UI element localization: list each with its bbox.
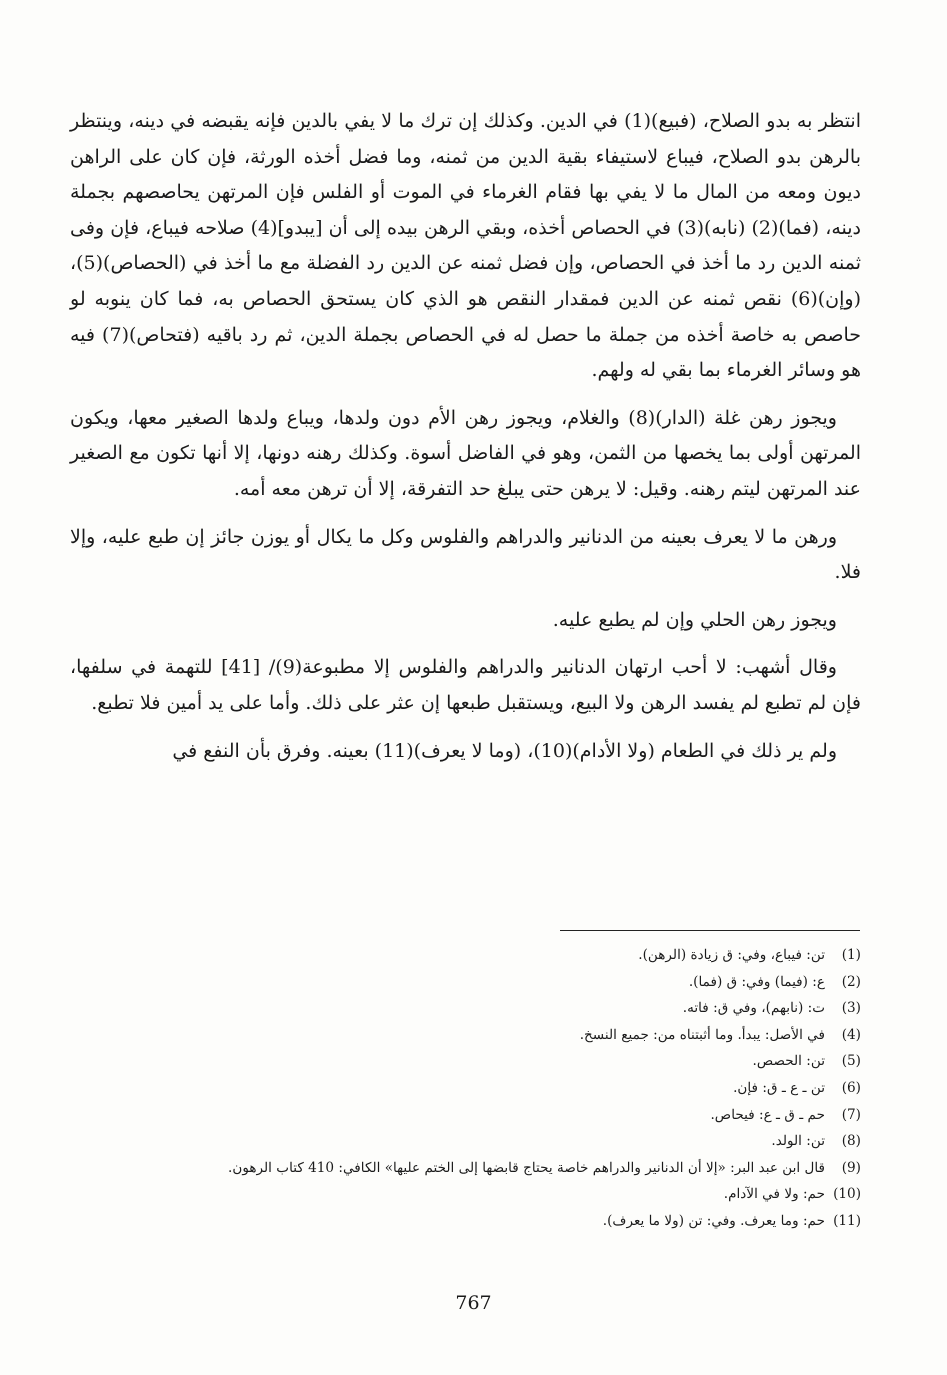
footnote-number: (9) xyxy=(841,1159,861,1176)
footnote-number: (8) xyxy=(841,1133,861,1150)
footnote-text: حم ـ ق ـ ع: فيحاص. xyxy=(710,1106,825,1123)
footnote-number: (2) xyxy=(841,973,861,990)
footnote-2 xyxy=(70,969,861,996)
footnote-text: ت: (نابهم)، وفي ق: فاته. xyxy=(682,1000,825,1017)
footnote-number: (7) xyxy=(841,1106,861,1123)
footnote-11 xyxy=(70,1208,861,1235)
footnote-text: تن: الولد. xyxy=(771,1133,825,1150)
footnote-text: تن: الحصص. xyxy=(752,1053,825,1070)
footnote-4 xyxy=(70,1022,861,1049)
footnote-number: (1) xyxy=(841,947,861,963)
footnote-number: (3) xyxy=(841,1000,861,1017)
footnote-6 xyxy=(70,1075,861,1102)
footnote-text: تن ـ ع ـ ق: فإن. xyxy=(733,1079,825,1096)
footnote-text: تن: فيباع، وفي: ق زيادة (الرهن). xyxy=(638,947,825,963)
footnote-number: (6) xyxy=(841,1079,861,1096)
paragraph-6: ولم ير ذلك في الطعام (ولا الأدام)(10)، (وما لا يعرف)(11) بعينه. وفرق بأن النفع في xyxy=(172,739,837,762)
footnote-number: (4) xyxy=(841,1026,861,1043)
footnote-text: قال ابن عبد البر: «إلا أن الدنانير والدراهم خاصة يحتاج قابضها إلى الختم عليها» الكافي: 410 كتاب الرهون. xyxy=(228,1159,825,1176)
paragraph-2: ويجوز رهن غلة (الدار)(8) والغلام، ويجوز رهن الأم دون ولدها، ويباع ولدها الصغير معها، ويكون المرتهن أولى بما يخصها من الثمن، وهو في الفاضل أسوة. وكذلك رهنه دونها، إلا أنها تكون مع الصغير عند المرتهن ليتم رهنه. وقيل: لا يرهن حتى يبلغ حد التفرقة، إلا أن ترهن معه أمه. xyxy=(70,406,861,500)
paragraph-5: وقال أشهب: لا أحب ارتهان الدنانير والدراهم والفلوس إلا مطبوعة(9)/ [41] للتهمة في سلفها، فإن لم تطبع لم يفسد الرهن ولا البيع، ويستقبل طبعها إن عثر على ذلك. وأما على يد أمين فلا تطبع. xyxy=(70,656,861,714)
footnote-text: ع: (فيما) وفي: ق (فما). xyxy=(688,973,825,990)
footnote-text: حم: ولا في الآدام. xyxy=(723,1186,825,1203)
footnote-3 xyxy=(70,995,861,1022)
footnote-number: (11) xyxy=(833,1212,861,1229)
paragraph-1: انتظر به بدو الصلاح، (فبيع)(1) في الدين. وكذلك إن ترك ما لا يفي بالدين فإنه يقبضه في دينه، وينتظر بالرهن بدو الصلاح، فيباع لاستيفاء بقية الدين من ثمنه، وما فضل أخذه الورثة، فإن كان على الراهن ديون ومعه من المال ما لا يفي بها فقام الغرماء في الموت أو الفلس فإن المرتهن يحاصصهم بجملة دينه، (فما)(2) (نابه)(3) في الحصاص أخذه، وبقي الرهن بيده إلى أن [يبدو](4) صلاحه فيباع، فإن وفى ثمنه الدين رد ما أخذ في الحصاص، وإن فضل ثمنه عن الدين رد الفضلة مع ما أخذ في (الحصاص)(5)، (وإن)(6) نقص ثمنه عن الدين فمقدار النقص هو الذي كان يستحق الحصاص به، فما كان ينوبه لو حاصص به خاصة أخذه من جملة ما حصل له في الحصاص بجملة الدين، ثم رد باقيه (فتحاص)(7) فيه هو وسائر الغرماء بما بقي له ولهم. xyxy=(70,110,862,382)
footnote-10 xyxy=(70,1181,861,1208)
page-number: 767 xyxy=(455,1292,492,1314)
footnote-number: (10) xyxy=(833,1186,861,1203)
footnote-8 xyxy=(70,1128,861,1155)
footnote-number: (5) xyxy=(841,1053,861,1070)
footnote-7 xyxy=(70,1102,861,1129)
footnote-text: في الأصل: يبدأ. وما أثبتناه من: جميع النسخ. xyxy=(579,1026,825,1043)
footnote-divider xyxy=(560,930,860,931)
footnote-5 xyxy=(70,1048,861,1075)
footnote-1 xyxy=(70,942,861,969)
main-text xyxy=(70,104,861,781)
paragraph-4: ويجوز رهن الحلي وإن لم يطبع عليه. xyxy=(552,608,837,631)
paragraph-3: ورهن ما لا يعرف بعينه من الدنانير والدراهم والفلوس وكل ما يكال أو يوزن جائز إن طبع عليه، وإلا فلا. xyxy=(70,525,861,584)
footnote-9 xyxy=(70,1155,861,1182)
footnote-text: حم: وما يعرف. وفي: تن (ولا ما يعرف). xyxy=(602,1212,825,1229)
footnotes xyxy=(70,942,861,1235)
